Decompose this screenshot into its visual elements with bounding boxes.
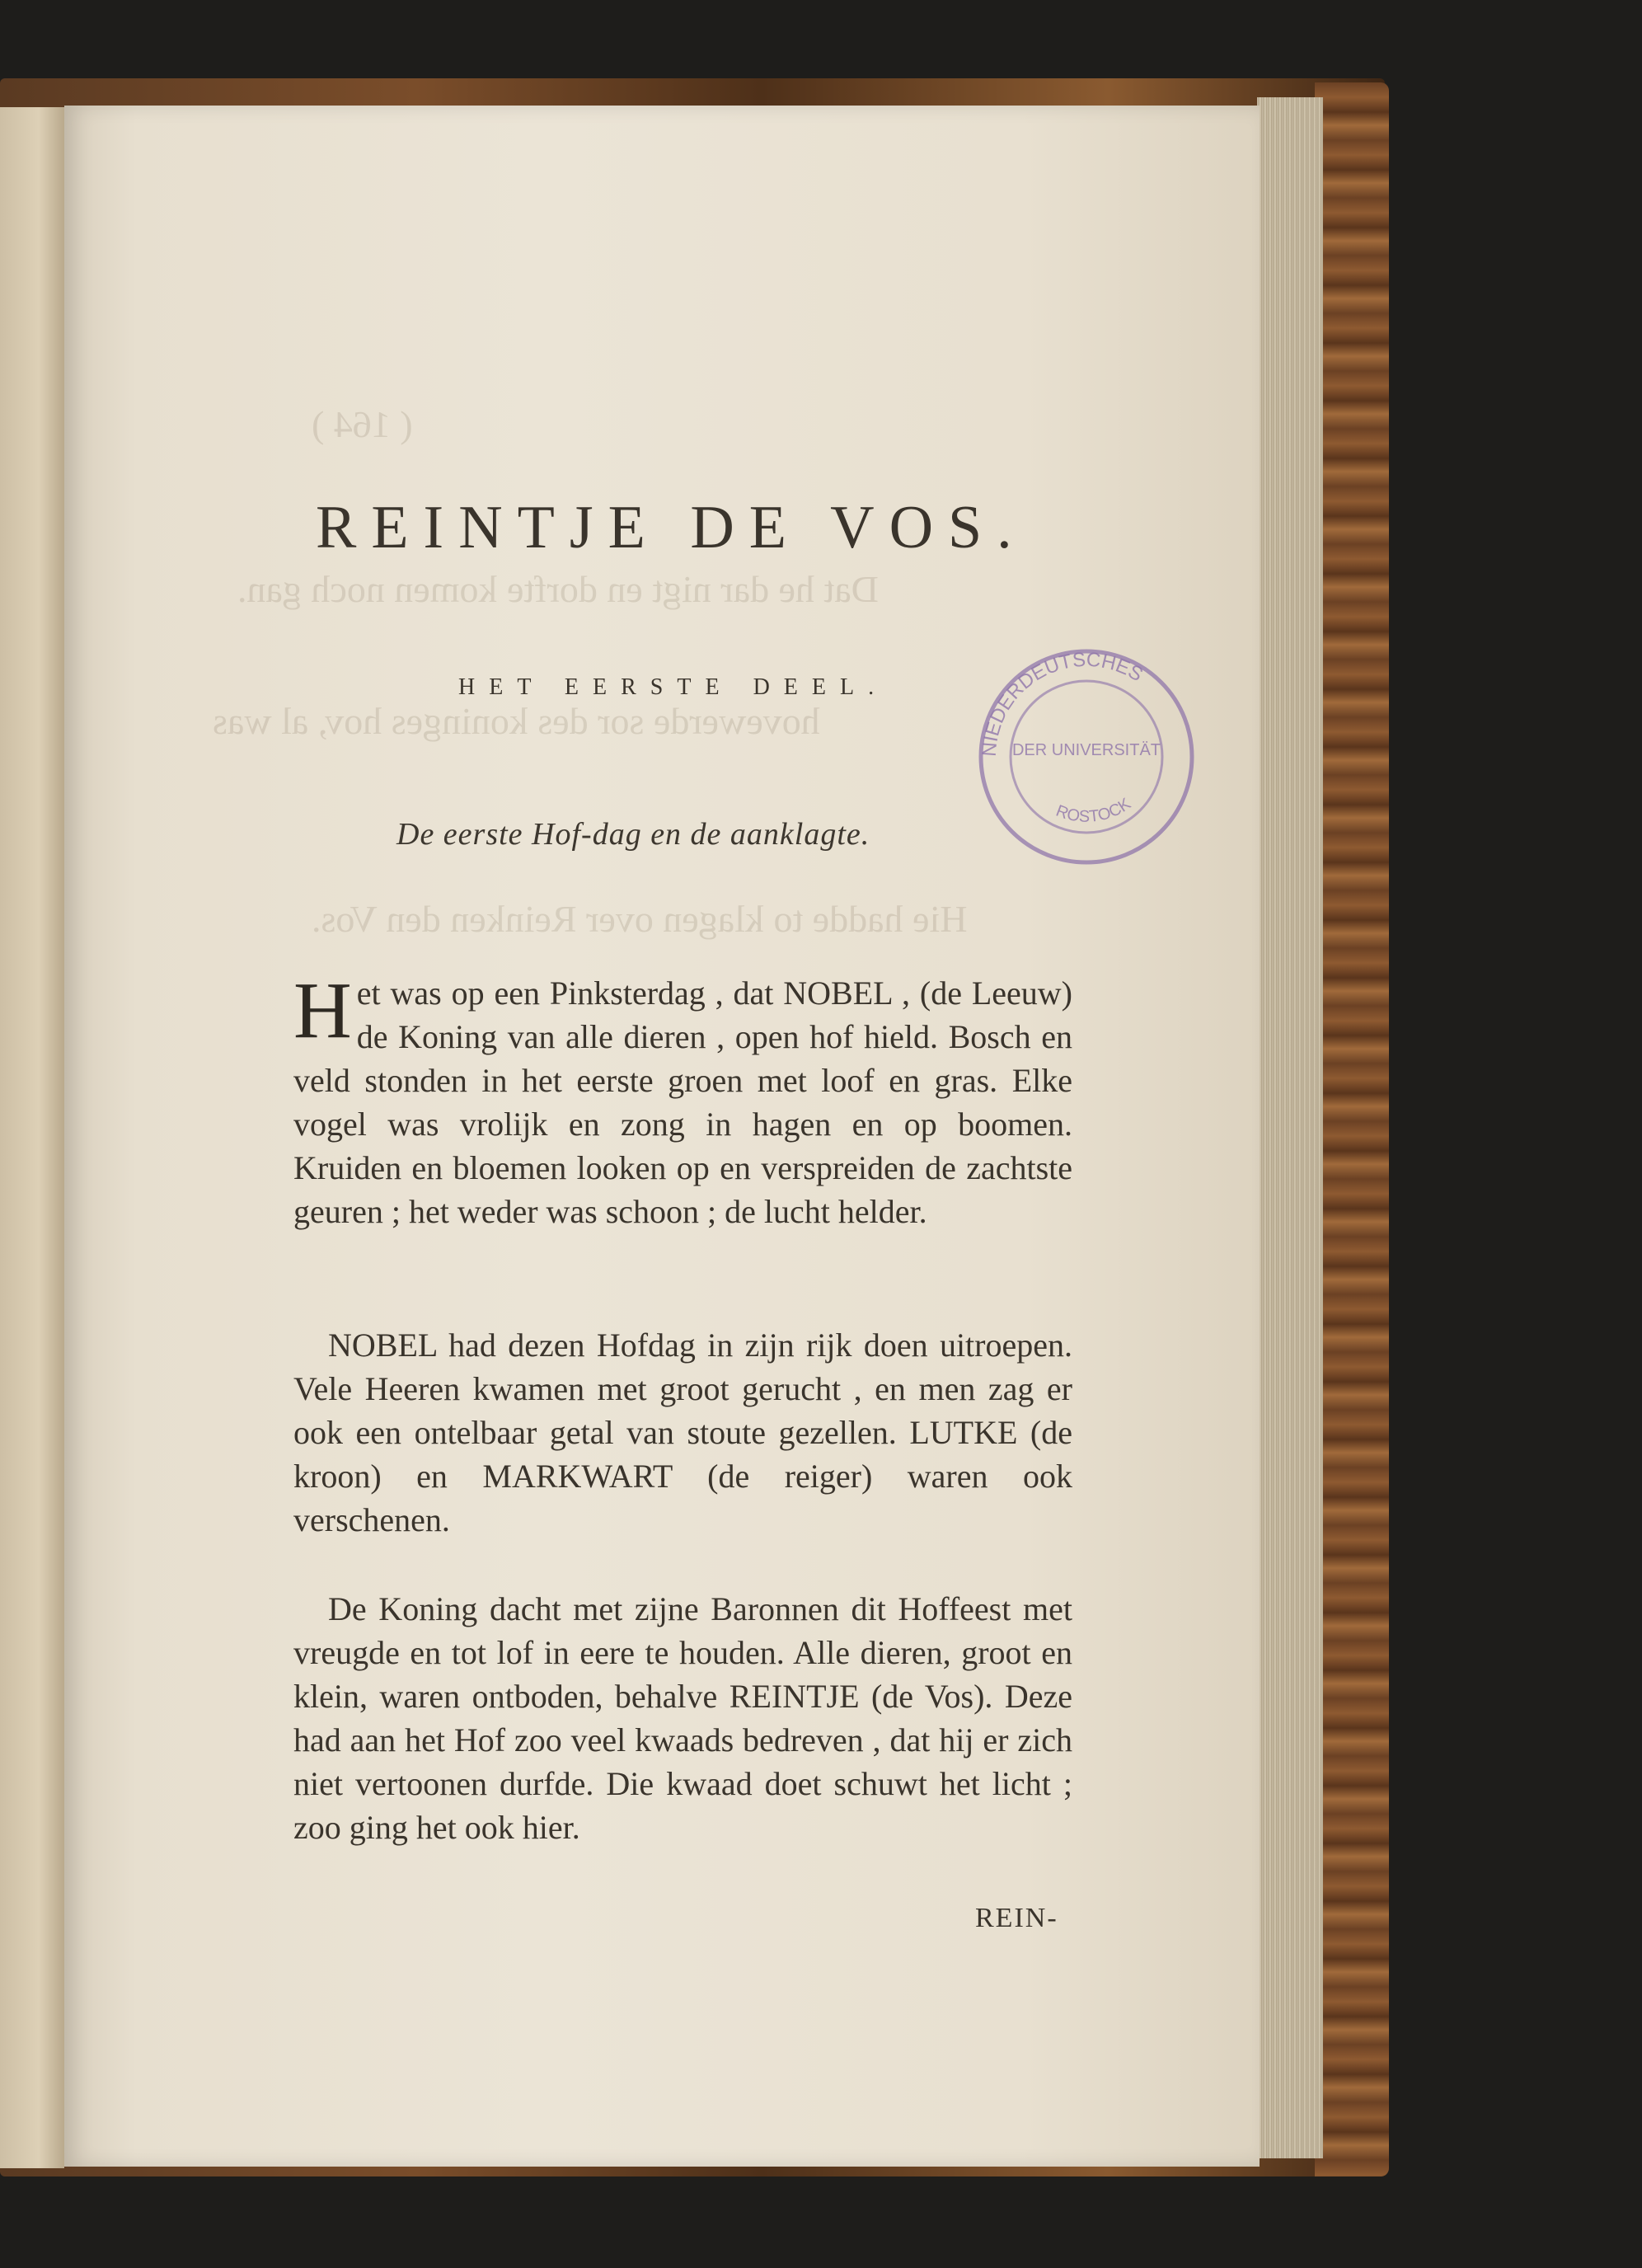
stamp-bottom-text: ROSTOCK: [1053, 794, 1134, 826]
svg-text:ROSTOCK: [1053, 795, 1135, 826]
paragraph-1-text: et was op een Pinksterdag , dat NOBEL , (de Leeuw) de Koning van alle dieren , open hof hield. Bosch en veld stonden in het eerste groen met loof en gras. Elke vogel was vrolijk en zong in hagen en op boomen. Kruiden en bloemen looken op en verspreiden de zachtste geuren ; het weder was schoon ; de lucht helder.: [293, 974, 1072, 1230]
book-cover-edge: [1315, 82, 1389, 2176]
book-page: [64, 106, 1260, 2167]
bleed-through: hovewerde sor des koninges hov, al was: [213, 700, 820, 742]
bleed-through: ( 164 ): [312, 403, 413, 445]
paragraph-2: NOBEL had dezen Hofdag in zijn rijk doen uitroepen. Vele Heeren kwamen met groot gerucht , en men zag er ook een ontelbaar getal van stoute gezellen. LUTKE (de kroon) en MARKWART (de reiger) waren ook verschenen.: [293, 1327, 1072, 1538]
page-title: REINTJE DE VOS.: [316, 494, 1027, 561]
bleed-through: Dat he dar nigt en dorfte komen noch gan.: [237, 568, 879, 610]
paragraph-1: [293, 966, 1072, 1233]
part-heading: HET EERSTE DEEL.: [458, 674, 889, 700]
library-stamp: [971, 641, 1202, 872]
bleed-through: Hie hadde to klagen over Reinken den Vos.: [312, 898, 968, 940]
previous-page-edge: [0, 107, 64, 2168]
paragraph-3: De Koning dacht met zijne Baronnen dit Hoffeest met vreugde en tot lof in eere te houden. Alle dieren, groot en klein, waren ontboden, behalve REINTJE (de Vos). Deze had aan het Hof zoo veel kwaads bedreven , dat hij er zich niet vertoonen durfde. Die kwaad doet schuwt het licht ; zoo ging het ook hier.: [293, 1590, 1072, 1846]
chapter-heading: De eerste Hof-dag en de aanklagte.: [396, 817, 870, 852]
stamp-middle-text: DER UNIVERSITÄT: [1011, 741, 1161, 759]
drop-cap: H: [293, 966, 352, 1055]
catchword: REIN-: [975, 1903, 1058, 1933]
page-leaves-edge: [1257, 97, 1323, 2158]
stamp-top-text: NIEDERDEUTSCHES: [978, 648, 1147, 758]
